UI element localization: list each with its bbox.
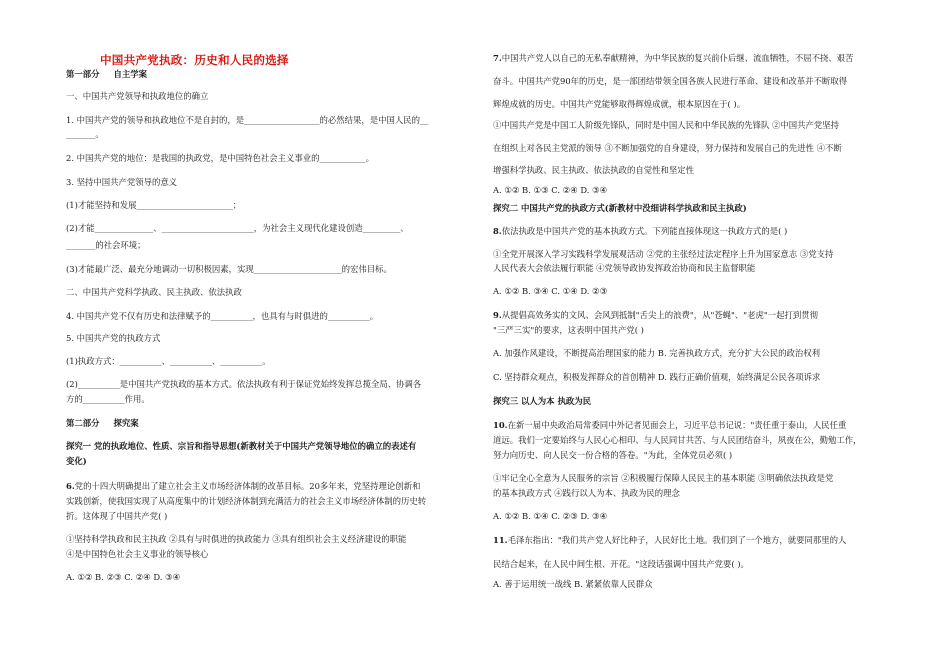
question-2: 2. 中国共产党的地位：是我国的执政党，是中国特色社会主义事业的___________。 xyxy=(66,153,374,163)
question-11-text-1: 毛泽东指出："我们共产党人好比种子，人民好比土地。我们到了一个地方，就要同那里的人 xyxy=(507,535,847,545)
question-6-text-1: 党的十四大明确提出了建立社会主义市场经济体制的改革目标。20多年来，党坚持理论创新和 xyxy=(74,481,421,491)
question-3-item-2-line-2: _______的社会环境； xyxy=(66,240,146,250)
part1-label: 第一部分 xyxy=(66,69,100,79)
question-10-text-1: 在新一届中央政治局常委同中外记者见面会上，习近平总书记说："责任重于泰山，人民任重 xyxy=(507,420,847,430)
question-7-options-1: ①中国共产党是中国工人阶级先锋队，同时是中国人民和中华民族的先锋队 ②中国共产党坚持 xyxy=(493,120,840,130)
question-11-options-1: A. 善于运用统一战线 B. 紧紧依靠人民群众 xyxy=(493,579,653,589)
question-8-number: 8. xyxy=(493,226,502,236)
question-7-line-2: 奋斗。中国共产党90年的历史，是一部团结带领全国各族人民进行革命、建设和改革并不断取得 xyxy=(493,76,848,86)
question-9-options-1: A. 加强作风建设，不断提高治理国家的能力 B. 完善执政方式，充分扩大公民的政治权利 xyxy=(493,348,821,358)
question-7-options-2: 在组织上对各民主党派的领导 ③不断加强党的自身建设，努力保持和发展自己的先进性 ④不断 xyxy=(493,143,842,153)
question-5: 5. 中国共产党的执政方式 xyxy=(66,333,161,343)
inquiry-1-heading-line-2: 变化) xyxy=(66,456,87,466)
question-1-line-1: 1. 中国共产党的领导和执政地位不是自封的，是__________________的必然结果，是中国人民的__ xyxy=(66,115,429,125)
question-5-item-1: (1)执政方式：__________、__________、__________。 xyxy=(66,356,271,366)
question-6-line-1 xyxy=(66,481,420,492)
question-11-line-1 xyxy=(493,535,846,546)
question-7-line-3: 辉煌成就的历史。中国共产党能够取得辉煌成就，根本原因在于( )。 xyxy=(493,99,746,109)
question-5-item-2-line-1: (2)__________是中国共产党执政的基本方式。依法执政有利于保证党始终发挥总揽全局、协调各 xyxy=(66,379,422,389)
inquiry-1-heading-line-1: 探究一 党的执政地位、性质、宗旨和指导思想(新教材关于中国共产党领导地位的确立的表述有 xyxy=(66,441,417,451)
part1-heading xyxy=(66,69,147,80)
question-3: 3. 坚持中国共产党领导的意义 xyxy=(66,177,178,187)
question-6-line-2: 实践创新，使我国实现了从高度集中的计划经济体制到充满活力的社会主义市场经济体制的历史转 xyxy=(66,496,427,506)
question-6-options-1: ①坚持科学执政和民主执政 ②具有与时俱进的执政能力 ③具有组织社会主义经济建设的职能 xyxy=(66,534,407,544)
question-10-options-1: ①牢记全心全意为人民服务的宗旨 ②积极履行保障人民民主的基本职能 ③明确依法执政是党 xyxy=(493,473,834,483)
question-11-line-2: 民结合起来，在人民中间生根、开花。"这段话强调中国共产党要( )。 xyxy=(493,559,749,569)
question-7-options-3: 增强科学执政、民主执政、依法执政的自觉性和坚定性 xyxy=(493,165,694,175)
question-7-text-1: 中国共产党人以自己的无私奉献精神，为中华民族的复兴前仆后继、流血牺牲，不屈不挠、艰苦 xyxy=(501,53,854,63)
question-10-answers: A. ①② B. ①④ C. ②③ D. ③④ xyxy=(493,511,608,521)
question-9-line-2: "三严三实"的要求，这表明中国共产党( ) xyxy=(493,325,644,335)
question-9-line-1 xyxy=(493,310,818,321)
question-10-line-2: 道远。我们一定要始终与人民心心相印、与人民同甘共苦、与人民团结奋斗，夙夜在公，勤勉工作， xyxy=(493,435,862,445)
question-9-number: 9. xyxy=(493,310,502,320)
section2-heading: 二、中国共产党科学执政、民主执政、依法执政 xyxy=(66,287,242,297)
question-7-answers: A. ①② B. ①③ C. ②④ D. ③④ xyxy=(493,185,608,195)
part1-name: 自主学案 xyxy=(113,69,147,79)
question-10-options-2: 的基本执政方式 ④践行以人为本、执政为民的理念 xyxy=(493,488,680,498)
question-10-number: 10. xyxy=(493,420,508,430)
part2-heading xyxy=(66,418,139,429)
question-5-item-2-line-2: 方的__________作用。 xyxy=(66,394,150,404)
question-3-item-3: (3)才能最广泛、最充分地调动一切积极因素，实现_____________________的宏伟目标。 xyxy=(66,264,392,274)
question-3-item-1: (1)才能坚持和发展_______________________； xyxy=(66,200,242,210)
part2-name: 探究案 xyxy=(113,418,139,428)
question-3-item-2-line-1: (2)才能______________、______________________，为社会主义现代化建设创造_________、 xyxy=(66,223,409,233)
question-8-text-1: 依法执政是中国共产党的基本执政方式。下列能直接体现这一执政方式的是( ) xyxy=(501,226,788,236)
question-6-answers: A. ①② B. ②③ C. ②④ D. ③④ xyxy=(66,572,181,582)
inquiry-3-heading: 探究三 以人为本 执政为民 xyxy=(493,396,591,406)
question-11-number: 11. xyxy=(493,535,508,545)
question-8-options-1: ①全党开展深入学习实践科学发展观活动 ②党的主张经过法定程序上升为国家意志 ③党支持 xyxy=(493,249,834,259)
question-7-number: 7. xyxy=(493,53,502,63)
question-7-line-1 xyxy=(493,53,854,64)
question-6-number: 6. xyxy=(66,481,75,491)
question-8-line-1 xyxy=(493,226,787,237)
question-6-options-2: ④是中国特色社会主义事业的领导核心 xyxy=(66,549,209,559)
question-9-text-1: 从提倡高效务实的文风、会风到抵制"舌尖上的浪费"，从"苍蝇"、"老虎"一起打到贯彻 xyxy=(501,310,818,320)
question-8-answers: A. ①② B. ③④ C. ①④ D. ②③ xyxy=(493,286,608,296)
question-10-line-1 xyxy=(493,420,846,431)
inquiry-2-heading: 探究二 中国共产党的执政方式(新教材中没细讲科学执政和民主执政) xyxy=(493,203,747,213)
question-9-options-2: C. 坚持群众观点，积极发挥群众的首创精神 D. 践行正确价值观，始终满足公民各项诉求 xyxy=(493,372,821,382)
question-10-line-3: 努力向历史、向人民交一份合格的答卷。"为此，全体党员必须( ) xyxy=(493,450,733,460)
page-title: 中国共产党执政：历史和人民的选择 xyxy=(100,53,289,67)
question-4: 4. 中国共产党不仅有历史和法律赋予的__________，也具有与时俱进的__________。 xyxy=(66,311,379,321)
part2-label: 第二部分 xyxy=(66,418,100,428)
section1-heading: 一、中国共产党领导和执政地位的确立 xyxy=(66,91,209,101)
question-6-line-3: 折。这体现了中国共产党( ) xyxy=(66,511,168,521)
question-8-options-2: 人民代表大会依法履行职能 ④党领导政协发挥政治协商和民主监督职能 xyxy=(493,263,756,273)
question-1-line-2: _______。 xyxy=(66,129,104,139)
